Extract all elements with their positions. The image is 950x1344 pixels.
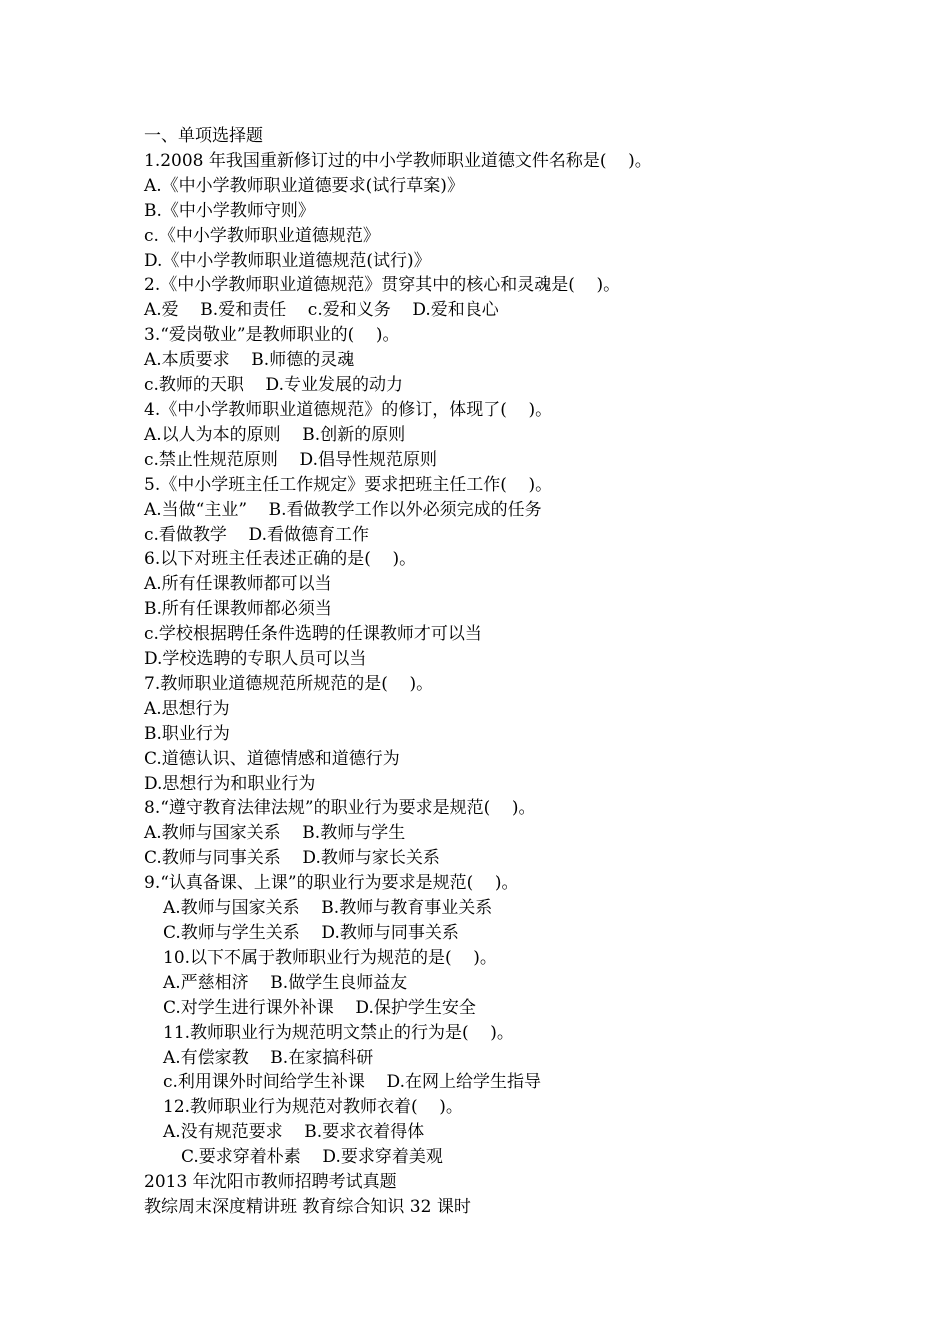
text-line: 2013 年沈阳市教师招聘考试真题 <box>144 1172 397 1193</box>
text-line: 12.教师职业行为规范对教师衣着( )。 <box>163 1097 463 1118</box>
text-line: B.职业行为 <box>144 723 230 744</box>
text-line: A.严慈相济 B.做学生良师益友 <box>163 972 408 993</box>
text-line: A.以人为本的原则 B.创新的原则 <box>144 424 406 445</box>
text-line: D.学校选聘的专职人员可以当 <box>144 649 367 670</box>
text-line: 教综周末深度精讲班 教育综合知识 32 课时 <box>144 1196 471 1217</box>
text-line: C.要求穿着朴素 D.要求穿着美观 <box>181 1147 443 1168</box>
text-line: C.教师与学生关系 D.教师与同事关系 <box>163 923 459 943</box>
text-line: 5.《中小学班主任工作规定》要求把班主任工作( )。 <box>144 474 553 495</box>
text-line: D.思想行为和职业行为 <box>144 773 316 794</box>
text-line: A.教师与国家关系 B.教师与学生 <box>144 823 406 844</box>
text-line: 4.《中小学教师职业道德规范》的修订，体现了( )。 <box>144 399 553 420</box>
text-line: 2.《中小学教师职业道德规范》贯穿其中的核心和灵魂是( )。 <box>144 275 621 296</box>
text-line: 6.以下对班主任表述正确的是( )。 <box>144 549 417 570</box>
text-line: 10.以下不属于教师职业行为规范的是( )。 <box>163 947 497 968</box>
text-line: A.思想行为 <box>144 698 230 719</box>
text-line: c.《中小学教师职业道德规范》 <box>144 225 380 246</box>
text-line: c.学校根据聘任条件选聘的任课教师才可以当 <box>144 624 482 645</box>
text-line: B.所有任课教师都必须当 <box>144 599 332 620</box>
text-line: C.教师与同事关系 D.教师与家长关系 <box>144 848 440 869</box>
text-line: A.《中小学教师职业道德要求(试行草案)》 <box>144 175 464 196</box>
text-line: A.所有任课教师都可以当 <box>144 574 332 595</box>
text-line: 8.“遵守教育法律法规”的职业行为要求是规范( )。 <box>144 798 536 819</box>
text-line: A.本质要求 B.师德的灵魂 <box>144 350 355 371</box>
text-line: A.爱 B.爱和责任 c.爱和义务 D.爱和良心 <box>144 300 499 321</box>
document-body <box>144 124 844 1220</box>
text-line: c.看做教学 D.看做德育工作 <box>144 524 369 545</box>
text-line: 7.教师职业道德规范所规范的是( )。 <box>144 673 434 694</box>
text-line: 3.“爱岗敬业”是教师职业的( )。 <box>144 325 400 346</box>
text-line: C.对学生进行课外补课 D.保护学生安全 <box>163 997 476 1018</box>
text-line: 9.“认真备课、上课”的职业行为要求是规范( )。 <box>144 873 519 894</box>
text-line: 一、单项选择题 <box>144 126 263 146</box>
text-line: C.道德认识、道德情感和道德行为 <box>144 748 400 769</box>
text-line: A.有偿家教 B.在家搞科研 <box>163 1047 374 1068</box>
text-line: c.利用课外时间给学生补课 D.在网上给学生指导 <box>163 1072 541 1093</box>
text-line: c.教师的天职 D.专业发展的动力 <box>144 375 403 396</box>
text-line: c.禁止性规范原则 D.倡导性规范原则 <box>144 449 437 470</box>
text-line: 11.教师职业行为规范明文禁止的行为是( )。 <box>163 1022 514 1043</box>
text-line: B.《中小学教师守则》 <box>144 200 315 221</box>
text-line: A.没有规范要求 B.要求衣着得体 <box>163 1122 425 1143</box>
text-line: 1.2008 年我国重新修订过的中小学教师职业道德文件名称是( )。 <box>144 150 652 171</box>
text-line: A.当做“主业” B.看做教学工作以外必须完成的任务 <box>144 499 542 520</box>
text-line: D.《中小学教师职业道德规范(试行)》 <box>144 250 431 271</box>
text-line: A.教师与国家关系 B.教师与教育事业关系 <box>163 898 493 919</box>
